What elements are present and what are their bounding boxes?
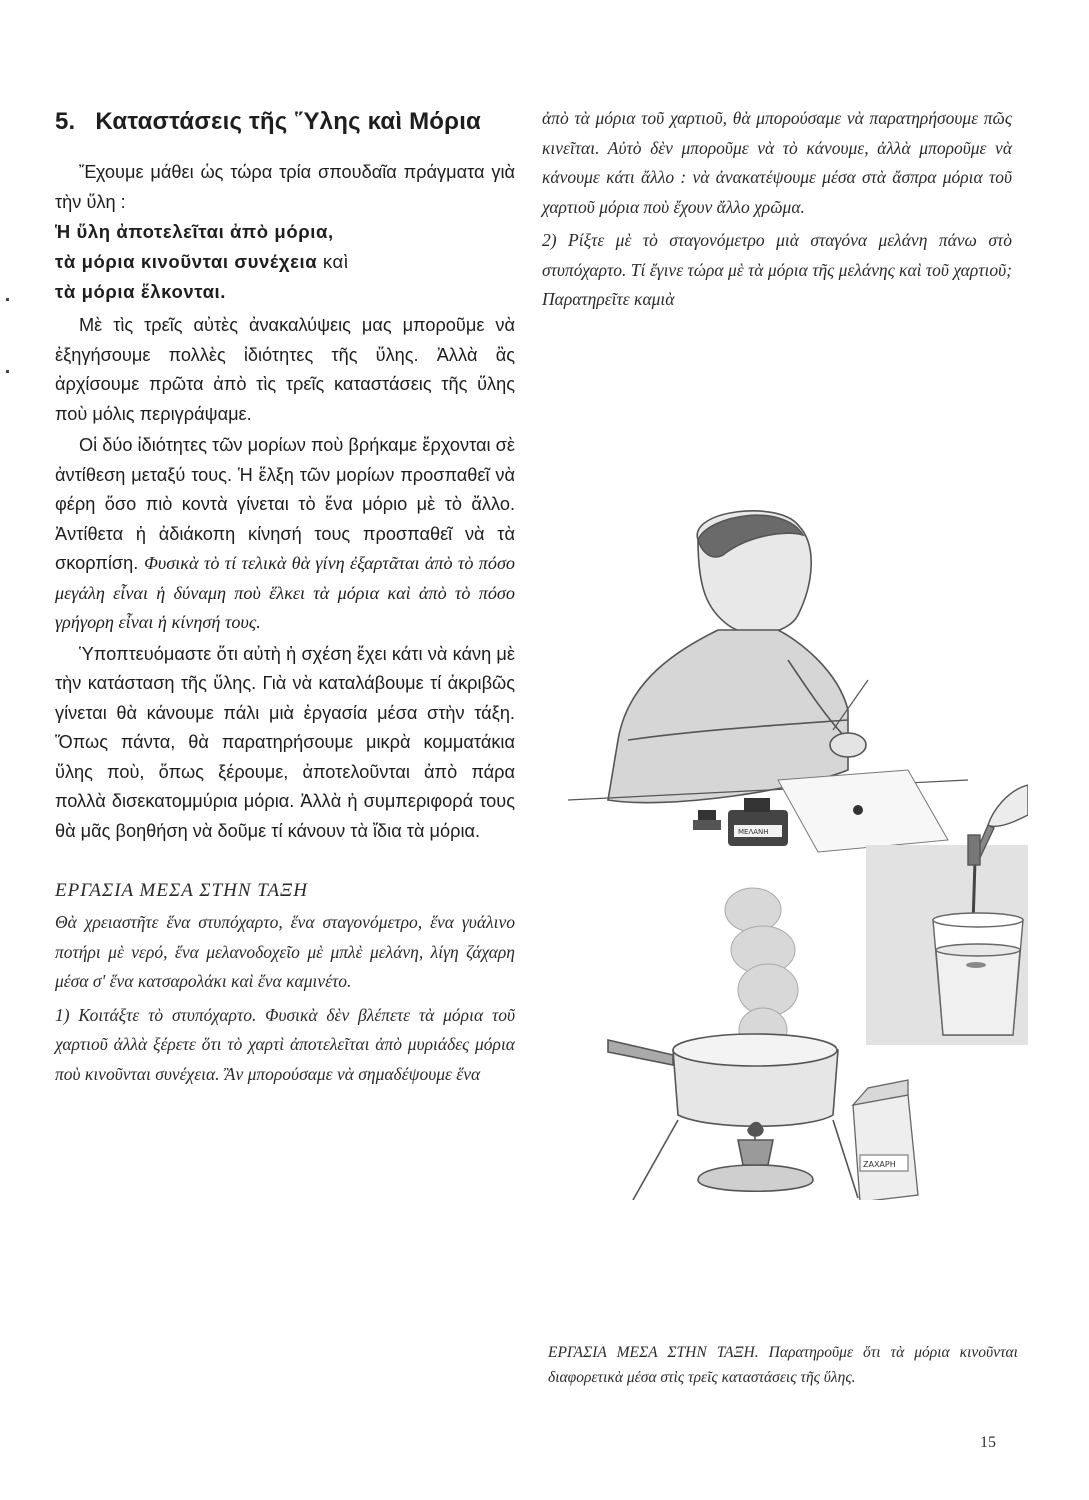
illustration-caption <box>548 1340 1018 1390</box>
paragraph-suspicion: Ὑποπτευόμαστε ὅτι αὐτὴ ἡ σχέση ἔχει κάτι νὰ κάνη μὲ τὴν κατάσταση τῆς ὕλης. Γιὰ νὰ καταλάβουμε τί ἀκριβῶς γίνεται θὰ κάνουμε πάλι μιὰ ἐργασία μέσα στὴν τάξη. Ὅπως πάντα, θὰ παρατηρήσουμε μικρὰ κομματάκια ὕλης ποὺ, ὅπως ξέρουμε, ἀποτελοῦνται ἀπὸ πάρα πολλὰ δισεκατομμύρια μόρια. Ἀλλὰ ἡ συμπεριφορά τους θὰ μᾶς βοηθήση νὰ δοῦμε τί κάνουν τὰ ἴδια τὰ μόρια. <box>55 643 515 841</box>
saucepan <box>608 1034 838 1126</box>
exercise-heading: ΕΡΓΑΣΙΑ ΜΕΣΑ ΣΤΗΝ ΤΑΞΗ <box>55 880 308 901</box>
sugar-label: ΖΑΧΑΡΗ <box>863 1160 896 1169</box>
ink-bottle <box>693 798 788 846</box>
intro-paragraph: Ἔχουμε μάθει ὡς τώρα τρία σπουδαῖα πράγματα γιὰ τὴν ὕλη : <box>55 162 515 212</box>
ink-blot <box>853 805 863 815</box>
key-fact-2-text: τὰ μόρια κινοῦνται συνέχεια <box>55 251 318 272</box>
boy-drawing <box>568 511 968 803</box>
key-fact-2-conj: καὶ <box>317 251 349 272</box>
exercise-materials: Θὰ χρειαστῆτε ἕνα στυπόχαρτο, ἕνα σταγονόμετρο, ἕνα γυάλινο ποτήρι μὲ νερό, ἕνα μελανοδοχεῖο μὲ μπλὲ μελάνη, λίγη ζάχαρη μέσα σ' ἕνα κατσαρολάκι καὶ ἕνα καμινέτο. <box>55 912 515 991</box>
paragraph-discoveries: Μὲ τὶς τρεῖς αὐτὲς ἀνακαλύψεις μας μποροῦμε νὰ ἐξηγήσουμε πολλὲς ἰδιότητες τῆς ὕλης. Ἀλλὰ ἂς ἀρχίσουμε πρῶτα ἀπὸ τὶς τρεῖς καταστάσεις τῆς ὕλης ποὺ μόλις περιγράψαμε. <box>55 315 515 424</box>
key-fact-1: Ἡ ὕλη ἀποτελεῖται ἀπὸ μόρια, <box>55 221 334 242</box>
paragraph-opposition-text: Οἱ δύο ἰδιότητες τῶν μορίων ποὺ βρήκαμε ἔρχονται σὲ ἀντίθεση μεταξύ τους. Ἡ ἕλξη τῶν μορίων προσπαθεῖ νὰ φέρη ὅσο πιὸ κοντὰ γίνεται τὸ ἕνα μόριο μὲ τὸ ἄλλο. Ἀντίθετα ἡ ἀδιάκοπη κίνησή τους προσπαθεῖ νὰ τὰ σκορπίση. <box>55 435 515 573</box>
chapter-title <box>55 108 515 136</box>
burner-stand <box>633 1120 858 1200</box>
margin-mark <box>6 370 9 373</box>
caption-text: Παρατηροῦμε ὅτι τὰ μόρια κινοῦνται διαφορετικὰ μέσα στὶς τρεῖς καταστάσεις τῆς ὕλης. <box>548 1344 1018 1386</box>
right-column <box>542 104 1012 315</box>
key-fact-3: τὰ μόρια ἕλκονται. <box>55 281 227 302</box>
page-number: 15 <box>980 1434 996 1451</box>
exercise-step-1-continued: ἀπὸ τὰ μόρια τοῦ χαρτιοῦ, θὰ μπορούσαμε νὰ παρατηρήσουμε πῶς κινεῖται. Αὐτὸ δὲν μποροῦμε νὰ τὸ κάνουμε, ἀλλὰ μποροῦμε νὰ κάνουμε κάτι ἄλλο : νὰ ἀνακατέψουμε μέσα στὰ ἄσπρα μόρια τοῦ χαρτιοῦ μόρια ποὺ ἔχουν ἄλλο χρῶμα. <box>542 108 1012 217</box>
sugar-bag <box>853 1080 918 1200</box>
paragraph-opposition-italic: Φυσικὰ τὸ τί τελικὰ θὰ γίνη ἐξαρτᾶται ἀπὸ τὸ πόσο μεγάλη εἶναι ἡ δύναμη ποὺ ἕλκει τὰ μόρια καὶ ἀπὸ τὸ πόσο γρήγορη εἶναι ἡ κίνησή τους. <box>55 553 516 632</box>
chapter-number: 5. <box>55 108 76 135</box>
margin-mark <box>6 298 9 301</box>
water-glass <box>933 913 1023 1035</box>
exercise-step-1: 1) Κοιτάξτε τὸ στυπόχαρτο. Φυσικὰ δὲν βλέπετε τὰ μόρια τοῦ χαρτιοῦ ἀλλὰ ξέρετε ὅτι τὸ χαρτὶ ἀποτελεῖται ἀπὸ μυριάδες μόρια ποὺ κινοῦνται συνέχεια. Ἂν μπορούσαμε νὰ σημαδέψουμε ἕνα <box>55 1004 515 1084</box>
paragraph-opposition <box>55 431 515 638</box>
chapter-title-text: Καταστάσεις τῆς Ὕλης καὶ Μόρια <box>95 108 482 135</box>
left-column <box>55 108 515 1089</box>
ink-label: ΜΕΛΑΝΗ <box>738 828 769 836</box>
key-fact-2 <box>55 247 515 277</box>
exercise-step-2: 2) Ρίξτε μὲ τὸ σταγονόμετρο μιὰ σταγόνα μελάνη πάνω στὸ στυπόχαρτο. Τί ἔγινε τώρα μὲ τὰ μόρια τῆς μελάνης καὶ τοῦ χαρτιοῦ; Παρατηρεῖτε καμιὰ <box>542 230 1012 309</box>
classroom-illustration <box>548 480 1028 1200</box>
caption-heading: ΕΡΓΑΣΙΑ ΜΕΣΑ ΣΤΗΝ ΤΑΞΗ. <box>548 1344 759 1361</box>
